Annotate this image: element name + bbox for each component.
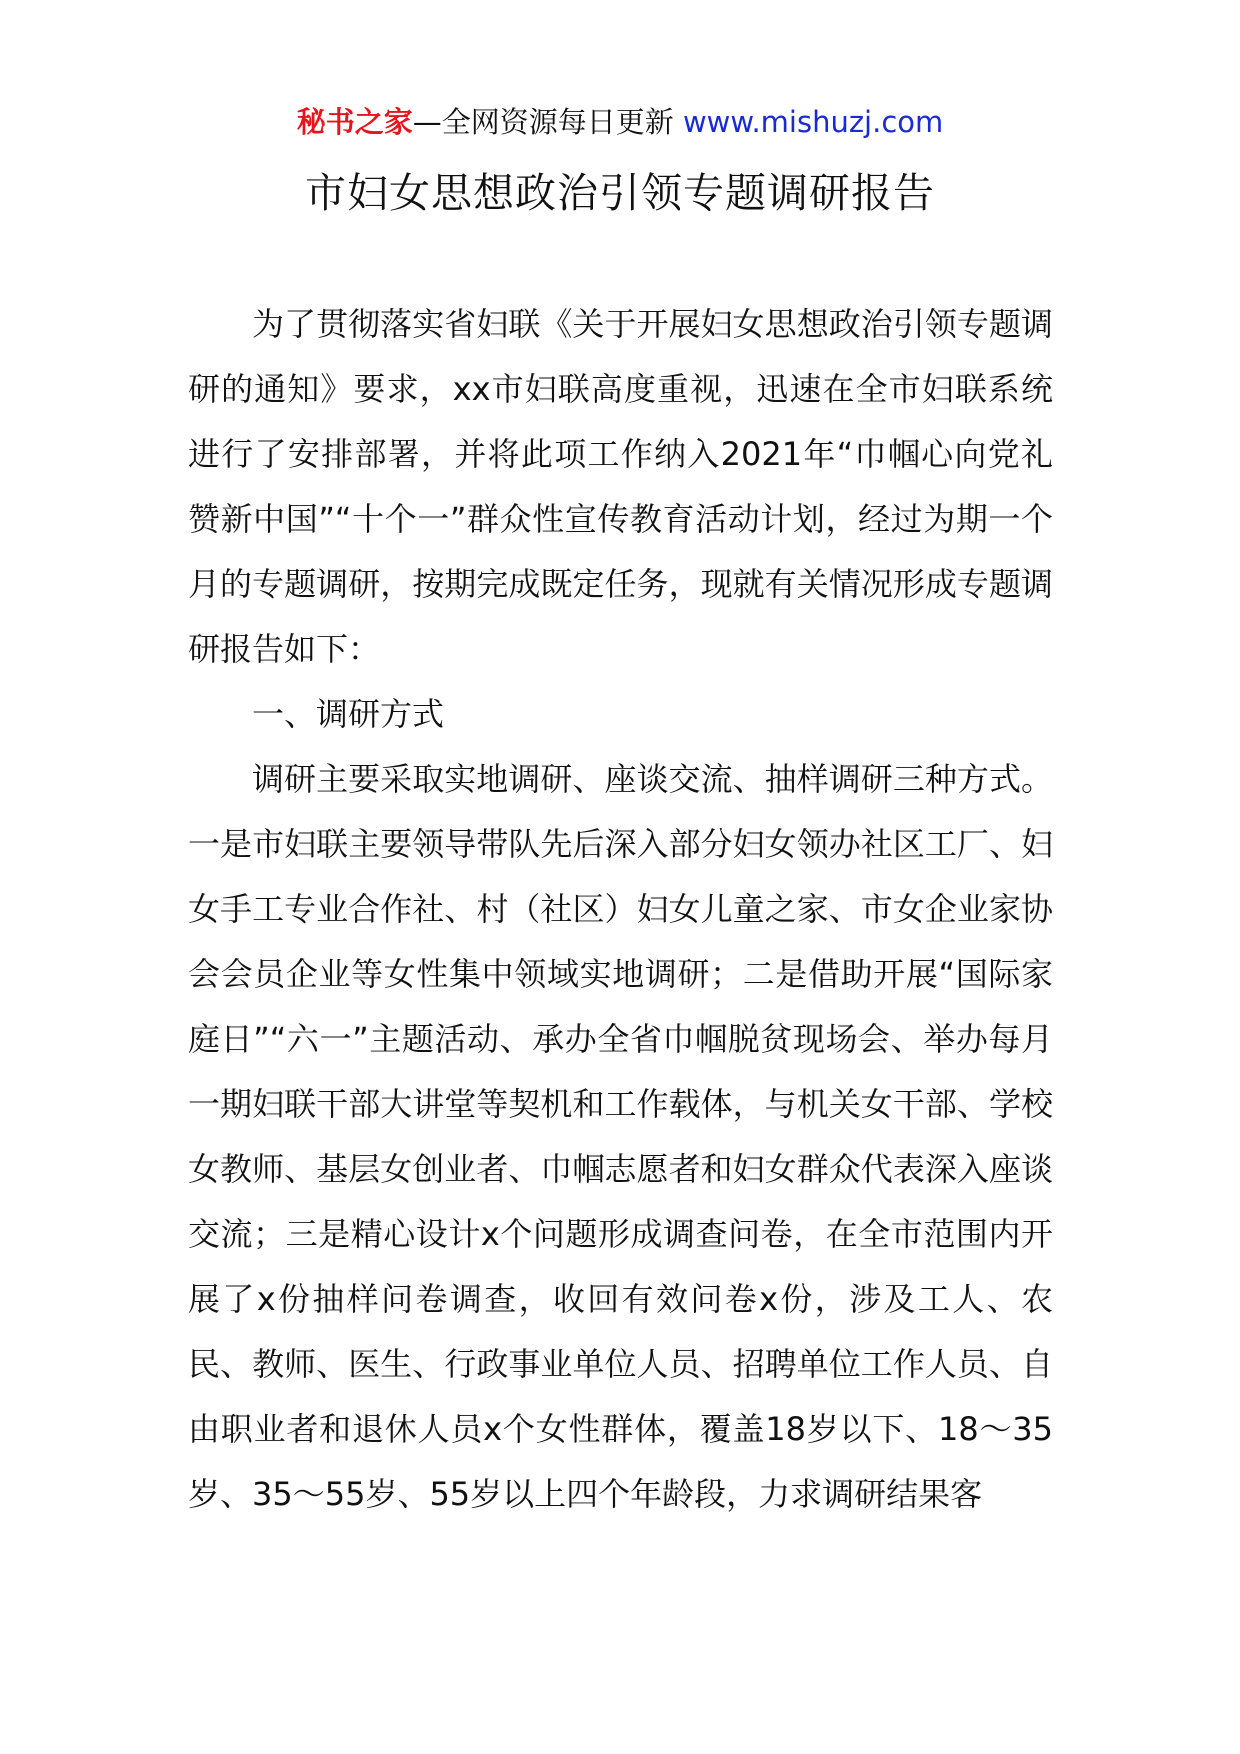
- site-url-link[interactable]: www.mishuzj.com: [682, 105, 944, 139]
- site-header: [0, 100, 1240, 144]
- section-heading: 一、调研方式: [252, 695, 445, 733]
- document-title: 市妇女思想政治引领专题调研报告: [305, 169, 935, 217]
- site-tagline: —全网资源每日更新: [412, 105, 683, 139]
- method-paragraph: 调研主要采取实地调研、座谈交流、抽样调研三种方式。一是市妇联主要领导带队先后深入部分妇女领办社区工厂、妇女手工专业合作社、村（社区）妇女儿童之家、市女企业家协会会员企业等女性集中领域实地调研；二是借助开展“国际家庭日”“六一”主题活动、承办全省巾帼脱贫现场会、举办每月一期妇联干部大讲堂等契机和工作载体，与机关女干部、学校女教师、基层女创业者、巾帼志愿者和妇女群众代表深入座谈交流；三是精心设计x个问题形成调查问卷，在全市范围内开展了x份抽样问卷调查，收回有效问卷x份，涉及工人、农民、教师、医生、行政事业单位人员、招聘单位工作人员、自由职业者和退休人员x个女性群体，覆盖18岁以下、18～35岁、35～55岁、55岁以上四个年龄段，力求调研结果客: [188, 760, 1053, 1513]
- intro-paragraph: 为了贯彻落实省妇联《关于开展妇女思想政治引领专题调研的通知》要求，xx市妇联高度重视，迅速在全市妇联系统进行了安排部署，并将此项工作纳入2021年“巾帼心向党礼赞新中国”“十个一”群众性宣传教育活动计划，经过为期一个月的专题调研，按期完成既定任务，现就有关情况形成专题调研报告如下：: [188, 305, 1053, 668]
- site-brand: 秘书之家: [296, 105, 413, 139]
- document-body: [188, 292, 1053, 1527]
